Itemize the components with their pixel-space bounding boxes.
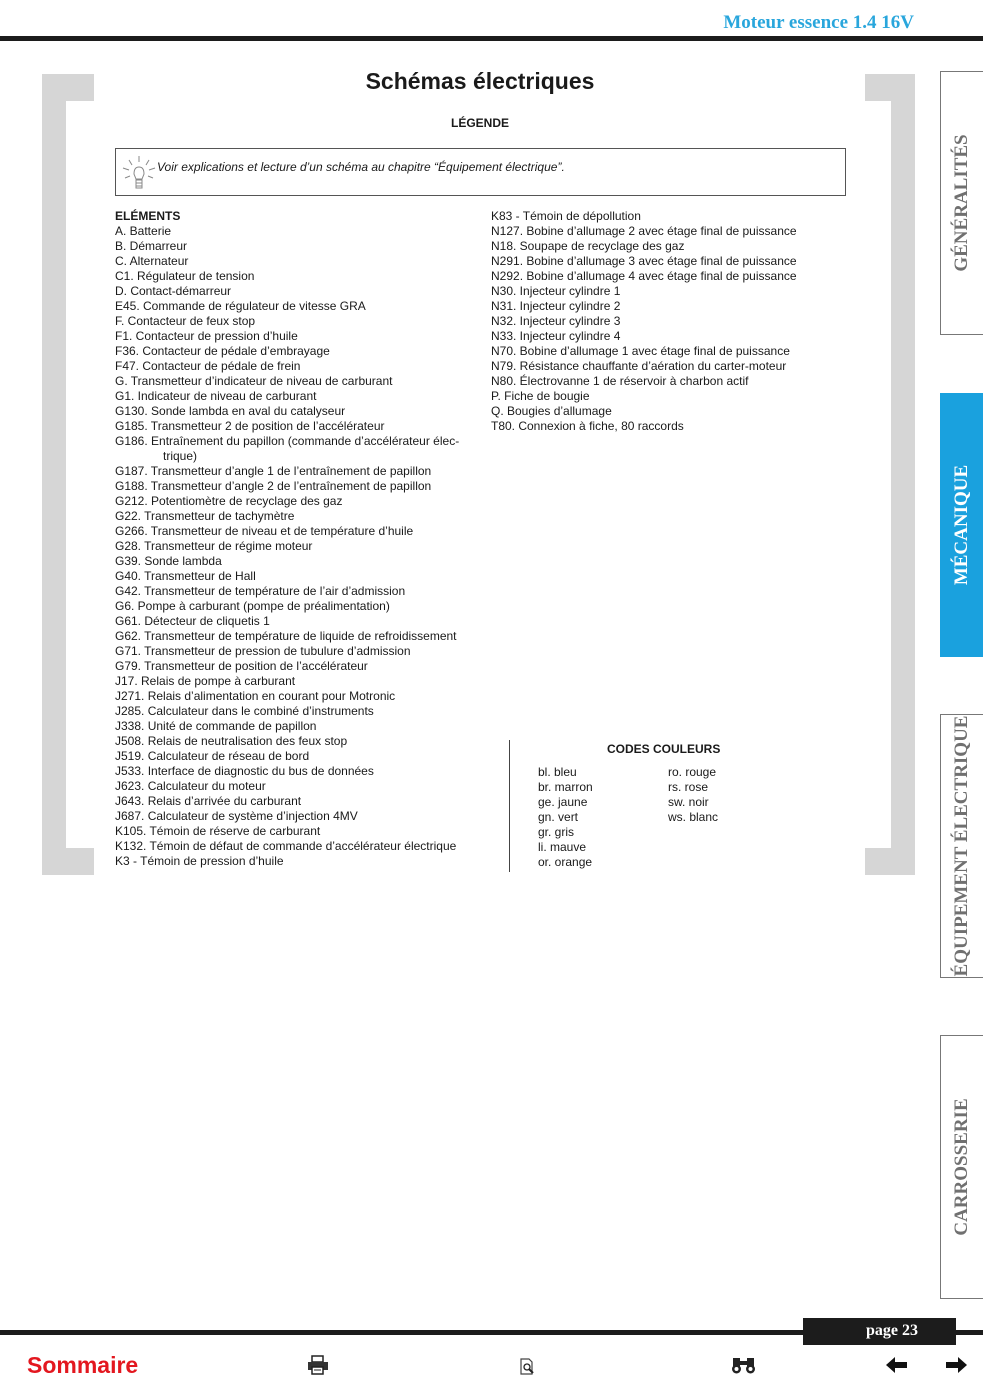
- legend-item: G212. Potentiomètre de recyclage des gaz: [115, 494, 343, 508]
- legend-item: J623. Calculateur du moteur: [115, 779, 266, 793]
- legend-item: G188. Transmetteur d’angle 2 de l’entraînement de papillon: [115, 479, 432, 493]
- page-title: Schémas électriques: [365, 68, 595, 94]
- right-bracket-bottom: [865, 848, 915, 875]
- legend-item: J508. Relais de neutralisation des feux stop: [115, 734, 348, 748]
- legend-item: G71. Transmetteur de pression de tubulure d’admission: [115, 644, 411, 658]
- legend-item: Q. Bougies d’allumage: [491, 404, 612, 418]
- lightbulb-icon: [122, 154, 156, 192]
- tab-carrosserie[interactable]: [940, 1035, 983, 1299]
- legend-item: G79. Transmetteur de position de l’accélérateur: [115, 659, 368, 673]
- legend-item: P. Fiche de bougie: [491, 389, 590, 403]
- legend-item: T80. Connexion à fiche, 80 raccords: [491, 419, 684, 433]
- legend-item: G39. Sonde lambda: [115, 554, 222, 568]
- legend-item: G. Transmetteur d’indicateur de niveau de carburant: [115, 374, 393, 388]
- elements-heading: ELÉMENTS: [115, 209, 181, 223]
- arrow-right-icon[interactable]: [945, 1357, 967, 1373]
- color-code-item: gn. vert: [538, 810, 579, 824]
- right-bracket-vertical: [891, 74, 915, 875]
- legend-item: F1. Contacteur de pression d’huile: [115, 329, 298, 343]
- legend-item: J17. Relais de pompe à carburant: [115, 674, 296, 688]
- left-bracket-vertical: [42, 74, 66, 875]
- legend-item: G62. Transmetteur de température de liquide de refroidissement: [115, 629, 457, 643]
- color-code-item: or. orange: [538, 855, 593, 869]
- legend-item: G266. Transmetteur de niveau et de température d’huile: [115, 524, 414, 538]
- color-code-item: rs. rose: [668, 780, 709, 794]
- header-rule: [0, 36, 983, 41]
- legend-item: N70. Bobine d’allumage 1 avec étage final de puissance: [491, 344, 790, 358]
- legend-item: G187. Transmetteur d’angle 1 de l’entraînement de papillon: [115, 464, 432, 478]
- legend-item: N127. Bobine d’allumage 2 avec étage final de puissance: [491, 224, 797, 238]
- color-codes-column-1: [538, 765, 593, 870]
- color-code-item: bl. bleu: [538, 765, 577, 779]
- color-codes-column-2: [668, 765, 718, 825]
- legend-item: G1. Indicateur de niveau de carburant: [115, 389, 317, 403]
- legend-item: J285. Calculateur dans le combiné d’instruments: [115, 704, 374, 718]
- arrow-left-icon[interactable]: [886, 1357, 908, 1373]
- binoculars-icon[interactable]: [731, 1355, 756, 1375]
- tab-label: ÉQUIPEMENT ÉLECTRIQUE: [951, 715, 972, 977]
- color-code-item: ge. jaune: [538, 795, 588, 809]
- legend-item: G185. Transmetteur 2 de position de l’accélérateur: [115, 419, 385, 433]
- legend-item: J643. Relais d’arrivée du carburant: [115, 794, 302, 808]
- legend-item: J271. Relais d’alimentation en courant pour Motronic: [115, 689, 396, 703]
- legend-item: N32. Injecteur cylindre 3: [491, 314, 621, 328]
- tab-label: MÉCANIQUE: [951, 464, 972, 586]
- tab-label: GÉNÉRALITÉS: [951, 134, 972, 272]
- legend-item: F36. Contacteur de pédale d’embrayage: [115, 344, 330, 358]
- legend-item: G42. Transmetteur de température de l’air d’admission: [115, 584, 406, 598]
- legend-item: J687. Calculateur de système d’injection 4MV: [115, 809, 358, 823]
- tab-generalites[interactable]: [940, 71, 983, 335]
- legend-item: B. Démarreur: [115, 239, 188, 253]
- legend-item: N30. Injecteur cylindre 1: [491, 284, 621, 298]
- color-codes-divider: [509, 740, 510, 872]
- legend-item: N18. Soupape de recyclage des gaz: [491, 239, 685, 253]
- legend-item: E45. Commande de régulateur de vitesse GRA: [115, 299, 366, 313]
- color-code-item: br. marron: [538, 780, 593, 794]
- legend-item: F. Contacteur de feux stop: [115, 314, 256, 328]
- sommaire-link[interactable]: Sommaire: [27, 1352, 139, 1378]
- legend-item: A. Batterie: [115, 224, 172, 238]
- zoom-page-icon[interactable]: [519, 1358, 537, 1376]
- note-text: Voir explications et lecture d’un schéma au chapitre “Équipement électrique”.: [157, 160, 565, 174]
- legend-item: N31. Injecteur cylindre 2: [491, 299, 621, 313]
- color-code-item: ws. blanc: [668, 810, 719, 824]
- page-number: page 23: [866, 1322, 918, 1339]
- legend-item: N79. Résistance chauffante d’aération du carter-moteur: [491, 359, 787, 373]
- color-codes-heading: CODES COULEURS: [607, 742, 721, 756]
- left-bracket-bottom: [42, 848, 94, 875]
- legend-item: J519. Calculateur de réseau de bord: [115, 749, 310, 763]
- note-box: [115, 148, 846, 196]
- color-code-item: li. mauve: [538, 840, 587, 854]
- tab-label: CARROSSERIE: [951, 1098, 972, 1236]
- legend-item: K132. Témoin de défaut de commande d’accélérateur électrique: [115, 839, 457, 853]
- legend-item: N291. Bobine d’allumage 3 avec étage final de puissance: [491, 254, 797, 268]
- legend-item: K83 - Témoin de dépollution: [491, 209, 641, 223]
- legend-item: G6. Pompe à carburant (pompe de préalimentation): [115, 599, 390, 613]
- legend-item: J338. Unité de commande de papillon: [115, 719, 317, 733]
- legend-item: G28. Transmetteur de régime moteur: [115, 539, 313, 553]
- legend-item: N33. Injecteur cylindre 4: [491, 329, 621, 343]
- legend-item: N80. Électrovanne 1 de réservoir à charbon actif: [491, 374, 749, 388]
- legend-item: G61. Détecteur de cliquetis 1: [115, 614, 270, 628]
- elements-list-right: [491, 209, 851, 434]
- legend-item: C1. Régulateur de tension: [115, 269, 255, 283]
- elements-list-left: [115, 209, 475, 869]
- color-code-item: gr. gris: [538, 825, 575, 839]
- legend-item: G40. Transmetteur de Hall: [115, 569, 256, 583]
- legend-item: N292. Bobine d’allumage 4 avec étage final de puissance: [491, 269, 797, 283]
- legend-item: G22. Transmetteur de tachymètre: [115, 509, 295, 523]
- legend-item: K105. Témoin de réserve de carburant: [115, 824, 321, 838]
- document-header-title: Moteur essence 1.4 16V: [723, 12, 914, 33]
- legend-heading: LÉGENDE: [450, 116, 509, 130]
- legend-item: G130. Sonde lambda en aval du catalyseur: [115, 404, 346, 418]
- legend-item: J533. Interface de diagnostic du bus de données: [115, 764, 374, 778]
- color-code-item: sw. noir: [668, 795, 709, 809]
- printer-icon[interactable]: [307, 1355, 329, 1375]
- legend-item: C. Alternateur: [115, 254, 189, 268]
- legend-item: F47. Contacteur de pédale de frein: [115, 359, 301, 373]
- legend-item: trique): [163, 449, 198, 463]
- legend-item: G186. Entraînement du papillon (commande d’accélérateur élec-: [115, 434, 460, 448]
- legend-item: D. Contact-démarreur: [115, 284, 232, 298]
- tab-mecanique[interactable]: [940, 393, 983, 657]
- legend-item: K3 - Témoin de pression d’huile: [115, 854, 284, 868]
- color-code-item: ro. rouge: [668, 765, 717, 779]
- tab-equipement-electrique[interactable]: [940, 714, 983, 978]
